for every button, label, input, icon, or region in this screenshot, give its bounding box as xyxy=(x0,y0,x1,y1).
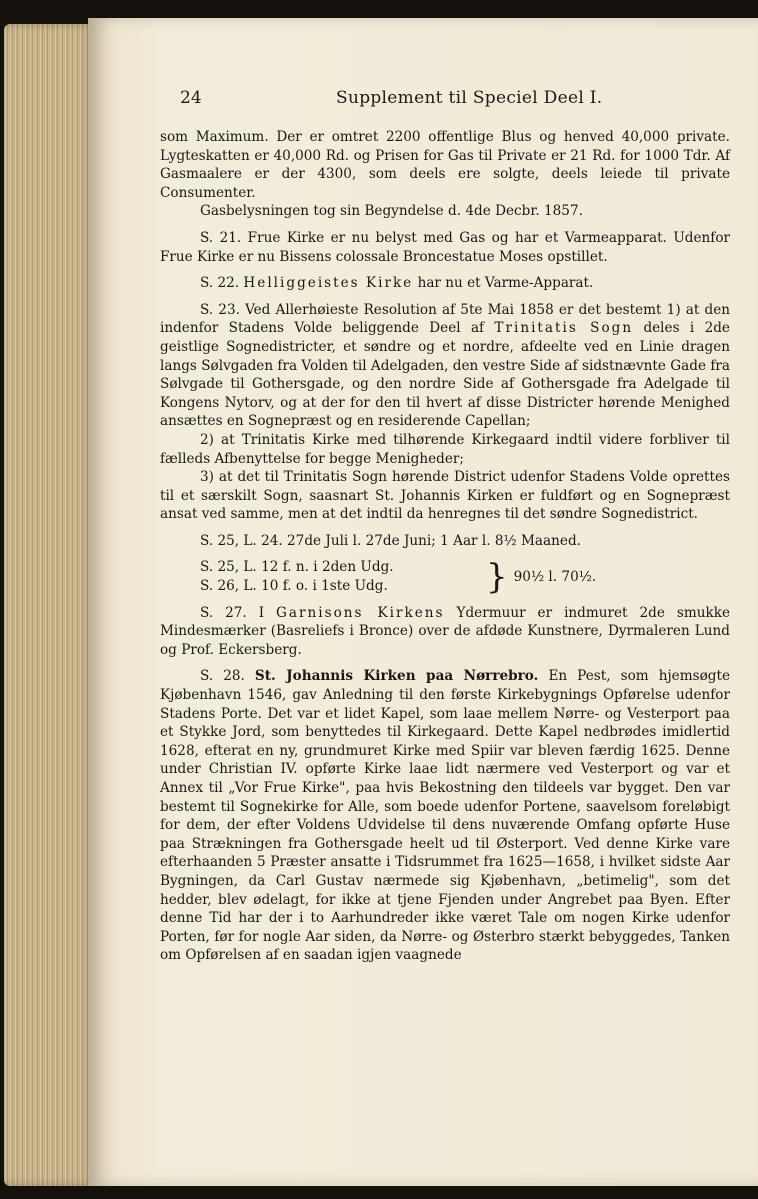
running-title: Supplement til Speciel Deel I. xyxy=(336,88,603,108)
correction-value: 90½ l. 70½. xyxy=(513,568,597,585)
page-body xyxy=(160,128,730,965)
paragraph-s21: S. 21. Frue Kirke er nu belyst med Gas og har et Varmeapparat. Udenfor Frue Kirke er nu Bissens colossale Broncestatue Moses opstillet. xyxy=(160,229,730,265)
correction-line: S. 26, L. 10 f. o. i 1ste Udg. xyxy=(200,578,388,595)
paragraph-text: deles i 2de geistlige Sognedistricter, et søndre og et nordre, afdeelte ved en Linie dragen langs Sølvgaden fra Volden til Adelgaden, den vestre Side af sidstnævnte Gade fra Sølvgade til Gothersgade, og den nordre Side af Gothersgade fra Adelgade til Kongens Nytorv, og at der for den til hvert af disse Districter hørende Menighed ansættes en Sognepræst og en residerende Capellan; xyxy=(160,320,730,430)
paragraph-text: har nu et Varme-Apparat. xyxy=(417,275,594,292)
page-reference: S. 28. xyxy=(200,668,245,685)
paragraph-correction-s25: S. 25, L. 24. 27de Juli l. 27de Juni; 1 Aar l. 8½ Maaned. xyxy=(200,532,581,549)
paragraph-point-3: 3) at det til Trinitatis Sogn hørende District udenfor Stadens Volde oprettes til et særskilt Sogn, saasnart St. Johannis Kirken er fuldført og en Sognepræst ansat ved samme, men at det indtil da henregnes til det søndre Sognedistrict. xyxy=(160,469,730,523)
section-heading: St. Johannis Kirken paa Nørrebro. xyxy=(254,668,539,685)
paragraph-s27 xyxy=(160,604,730,660)
correction-lines xyxy=(160,558,482,595)
correction-group xyxy=(160,557,730,598)
page-number: 24 xyxy=(180,88,202,108)
paragraph-s22 xyxy=(160,274,730,293)
paragraph-gas-stats: som Maximum. Der er omtret 2200 offentlige Blus og henved 40,000 private. Lygteskatten er 40,000 Rd. og Prisen for Gas til Private er 21 Rd. for 1000 Tdr. Af Gasmaalere er der 4300, som deels ere solgte, deels leiede til private Consumenter. xyxy=(160,129,730,201)
paragraph-gas-start: Gasbelysningen tog sin Begyndelse d. 4de Decbr. 1857. xyxy=(200,203,583,220)
page-reference: S. 27. I xyxy=(200,604,265,621)
page-header xyxy=(180,88,740,112)
correction-line: S. 25, L. 12 f. n. i 2den Udg. xyxy=(200,559,394,576)
church-name: Garnisons Kirkens xyxy=(276,604,445,621)
page-reference: S. 22. xyxy=(200,275,240,292)
page-edges xyxy=(4,24,96,1186)
parish-name: Trinitatis Sogn xyxy=(494,320,634,337)
brace-symbol: } xyxy=(486,557,508,598)
paragraph-text: Ydermuur er indmuret 2de smukke Mindesmærker (Basreliefs i Bronce) over de afdøde Kunstnere, Dyrmaleren Lund og Prof. Eckersberg. xyxy=(160,604,730,658)
paragraph-text: En Pest, som hjemsøgte Kjøbenhavn 1546, gav Anledning til den første Kirkebygnings Opførelse udenfor Stadens Porte. Det var et lidet Kapel, som laae mellem Nørre- og Vesterport paa et Stykke Jord, som benyttedes til Kirkegaard. Dette Kapel nedbrødes imidlertid 1628, efterat en ny, grundmuret Kirke med Spiir var bleven færdig 1625. Denne under Christian IV. opførte Kirke laae lidt nærmere ved Vesterport og var et Annex til „Vor Frue Kirke", paa hvis Bekostning den tildeels var bygget. Den var bestemt til Sognekirke for Alle, som boede udenfor Portene, saavelsom foreløbigt for dem, der efter Voldens Udvidelse til dens nuværende Omfang opførte Huse paa Strækningen fra Gothersgade heelt ud til Østerport. Ved denne Kirke vare efterhaanden 5 Præster ansatte i Tidsrummet fra 1625—1658, i hvilket sidste Aar Bygningen, da Carl Gustav nærmede sig Kjøbenhavn, „betimelig", som det hedder, blev ødelagt, for ikke at tjene Fjenden under Angrebet paa Byen. Efter denne Tid har der i to Aarhundreder ikke været Tale om nogen Kirke udenfor Porten, før for nogle Aar siden, da Nørre- og Østerbro stærkt bebyggedes, Tanken om Opførelsen af en saadan igjen vaagnede xyxy=(160,668,730,964)
paragraph-s28 xyxy=(160,667,730,965)
paragraph-point-2: 2) at Trinitatis Kirke med tilhørende Kirkegaard indtil videre forbliver til fælleds Afbenyttelse for begge Menigheder; xyxy=(160,431,730,467)
church-name: Helliggeistes Kirke xyxy=(243,275,414,292)
paragraph-s23 xyxy=(160,301,730,431)
paragraph-text: S. 23. Ved Allerhøieste Resolution af 5te Mai 1858 er det bestemt 1) at den indenfor Stadens Volde beliggende Deel af xyxy=(160,301,730,337)
